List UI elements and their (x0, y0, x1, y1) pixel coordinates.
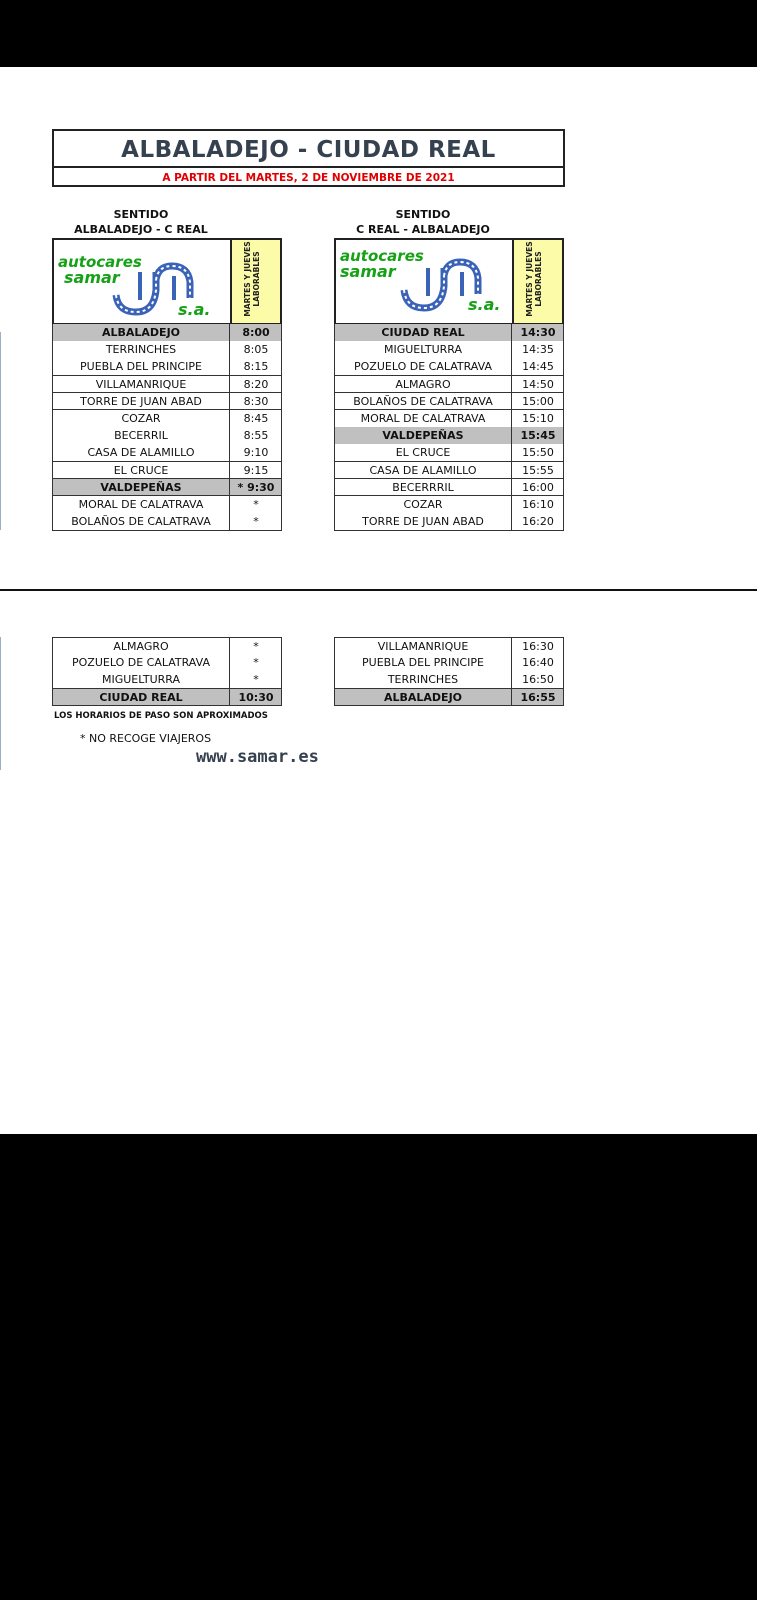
right-table-header (334, 238, 564, 325)
days-label-line2: LABORABLES (252, 251, 261, 307)
timetable-row (334, 410, 564, 428)
stop-name: VALDEPEÑAS (53, 479, 230, 496)
page-title: ALBALADEJO - CIUDAD REAL (121, 137, 496, 163)
days-label (243, 239, 261, 319)
timetable-row (334, 462, 564, 480)
title-divider (54, 166, 563, 168)
timetable-row (334, 637, 564, 655)
stop-time: 8:00 (242, 326, 270, 339)
timetable-row (334, 689, 564, 707)
stop-name: ALMAGRO (53, 638, 230, 654)
timetable-row (52, 427, 282, 445)
right-sentido-label: SENTIDO (395, 208, 451, 221)
stop-name: CIUDAD REAL (53, 689, 230, 706)
timetable-row (52, 410, 282, 428)
stop-name: COZAR (53, 410, 230, 427)
no-pickup-note: * NO RECOGE VIAJEROS (80, 732, 212, 745)
stop-time: 14:50 (522, 377, 554, 391)
timetable-row (52, 479, 282, 497)
left-table-header (52, 238, 282, 325)
page-break-divider (0, 589, 757, 591)
days-label (525, 239, 543, 319)
stop-name: MIGUELTURRA (53, 671, 230, 688)
timetable-row (334, 479, 564, 497)
stop-name: MIGUELTURRA (335, 341, 512, 358)
stop-time: * (253, 498, 259, 511)
stop-time: 8:55 (243, 429, 269, 443)
stop-name: TORRE DE JUAN ABAD (335, 513, 512, 530)
stop-time: 16:40 (522, 656, 554, 670)
stop-name: MORAL DE CALATRAVA (335, 410, 512, 427)
logo-text-samar: samar (340, 262, 396, 281)
stop-name: EL CRUCE (53, 462, 230, 479)
stop-name: VILLAMANRIQUE (53, 376, 230, 393)
timetable-row (52, 341, 282, 359)
timetable-row (334, 444, 564, 462)
stop-time: 8:20 (243, 377, 269, 391)
stop-name: POZUELO DE CALATRAVA (335, 358, 512, 375)
stop-name: MORAL DE CALATRAVA (53, 496, 230, 513)
timetable-row (334, 654, 564, 672)
page-subtitle: A PARTIR DEL MARTES, 2 DE NOVIEMBRE DE 2021 (162, 172, 455, 184)
left-edge-line (0, 332, 1, 530)
stop-name: BOLAÑOS DE CALATRAVA (335, 393, 512, 410)
days-column-header (514, 240, 562, 323)
stop-name: PUEBLA DEL PRINCIPE (53, 358, 230, 375)
stop-time: 15:55 (522, 463, 554, 477)
timetable-row (334, 671, 564, 689)
stop-time: 15:50 (522, 446, 554, 460)
timetable-row (334, 376, 564, 394)
stop-name: VILLAMANRIQUE (335, 638, 512, 654)
stop-name: TERRINCHES (53, 341, 230, 358)
website-link[interactable]: www.samar.es (196, 747, 319, 767)
timetable-row (334, 358, 564, 376)
stop-time: 16:55 (520, 690, 556, 704)
stop-name: CASA DE ALAMILLO (335, 462, 512, 479)
stop-name: BECERRIL (53, 427, 230, 444)
stop-time: 15:45 (520, 429, 556, 443)
left-edge-line (0, 637, 1, 770)
timetable-row (334, 341, 564, 359)
logo-text-autocares: autocares (58, 253, 142, 271)
timetable-row (52, 444, 282, 462)
stop-name: EL CRUCE (335, 444, 512, 461)
stop-name: TERRINCHES (335, 671, 512, 688)
stop-name: COZAR (335, 496, 512, 513)
timetable-page (0, 67, 757, 1134)
timetable-row (52, 671, 282, 689)
stop-name: POZUELO DE CALATRAVA (53, 654, 230, 671)
timetable-row (52, 376, 282, 394)
stop-time: * (253, 673, 259, 687)
stop-time: 16:30 (522, 640, 554, 653)
stop-name: PUEBLA DEL PRINCIPE (335, 654, 512, 671)
timetable-row (334, 496, 564, 514)
timetable-row (334, 393, 564, 411)
stop-name: ALBALADEJO (53, 324, 230, 341)
left-route-label: ALBALADEJO - C REAL (74, 223, 208, 236)
stop-time: * (253, 515, 259, 529)
stop-time: 8:45 (243, 412, 269, 425)
stop-time: 10:30 (238, 690, 274, 704)
timetable-row (334, 427, 564, 445)
logo-text-sa: s.a. (178, 300, 211, 319)
timetable-row (52, 689, 282, 707)
stop-time: 15:10 (522, 412, 554, 425)
stop-time: * (253, 640, 259, 653)
approx-note: LOS HORARIOS DE PASO SON APROXIMADOS (54, 711, 268, 721)
timetable-row (52, 637, 282, 655)
stop-name: BOLAÑOS DE CALATRAVA (53, 513, 230, 530)
stop-name: VALDEPEÑAS (335, 427, 512, 444)
timetable-row (52, 358, 282, 376)
stop-time: * (253, 656, 259, 670)
stop-name: TORRE DE JUAN ABAD (53, 393, 230, 410)
stop-name: ALMAGRO (335, 376, 512, 393)
logo-text-samar: samar (64, 268, 120, 287)
stop-time: 8:30 (243, 394, 269, 408)
timetable-row (52, 513, 282, 531)
stop-time: 14:45 (522, 360, 554, 374)
logo-text-autocares: autocares (340, 247, 424, 265)
logo-text-sa: s.a. (468, 295, 501, 314)
stop-name: BECERRRIL (335, 479, 512, 496)
left-direction-heading (52, 207, 230, 237)
days-column-header (232, 240, 280, 323)
days-label-line1: MARTES Y JUEVES (243, 241, 252, 317)
timetable-row (52, 654, 282, 672)
stop-time: 16:10 (522, 498, 554, 511)
days-label-line1: MARTES Y JUEVES (525, 241, 534, 317)
left-sentido-label: SENTIDO (113, 208, 169, 221)
stop-time: 8:05 (243, 343, 269, 357)
right-route-label: C REAL - ALBALADEJO (356, 223, 490, 236)
stop-time: 14:30 (520, 326, 556, 339)
stop-time: 16:50 (522, 673, 554, 687)
stop-name: CIUDAD REAL (335, 324, 512, 341)
timetable-row (52, 496, 282, 514)
stop-time: 14:35 (522, 343, 554, 357)
stop-time: 8:15 (243, 360, 269, 374)
title-box (52, 129, 565, 187)
timetable-row (52, 324, 282, 342)
samar-logo (336, 240, 512, 323)
samar-logo (54, 240, 230, 323)
stop-time: 9:10 (243, 446, 269, 460)
timetable-row (52, 462, 282, 480)
right-direction-heading (334, 207, 512, 237)
days-label-line2: LABORABLES (534, 251, 543, 307)
stop-name: ALBALADEJO (335, 689, 512, 706)
timetable-row (334, 513, 564, 531)
stop-time: * 9:30 (237, 480, 275, 494)
stop-time: 16:00 (522, 480, 554, 494)
timetable-row (334, 324, 564, 342)
stop-name: CASA DE ALAMILLO (53, 444, 230, 461)
stop-time: 16:20 (522, 515, 554, 529)
timetable-row (52, 393, 282, 411)
stop-time: 15:00 (522, 394, 554, 408)
stop-time: 9:15 (243, 463, 269, 477)
logo-emblem-icon (404, 262, 478, 308)
